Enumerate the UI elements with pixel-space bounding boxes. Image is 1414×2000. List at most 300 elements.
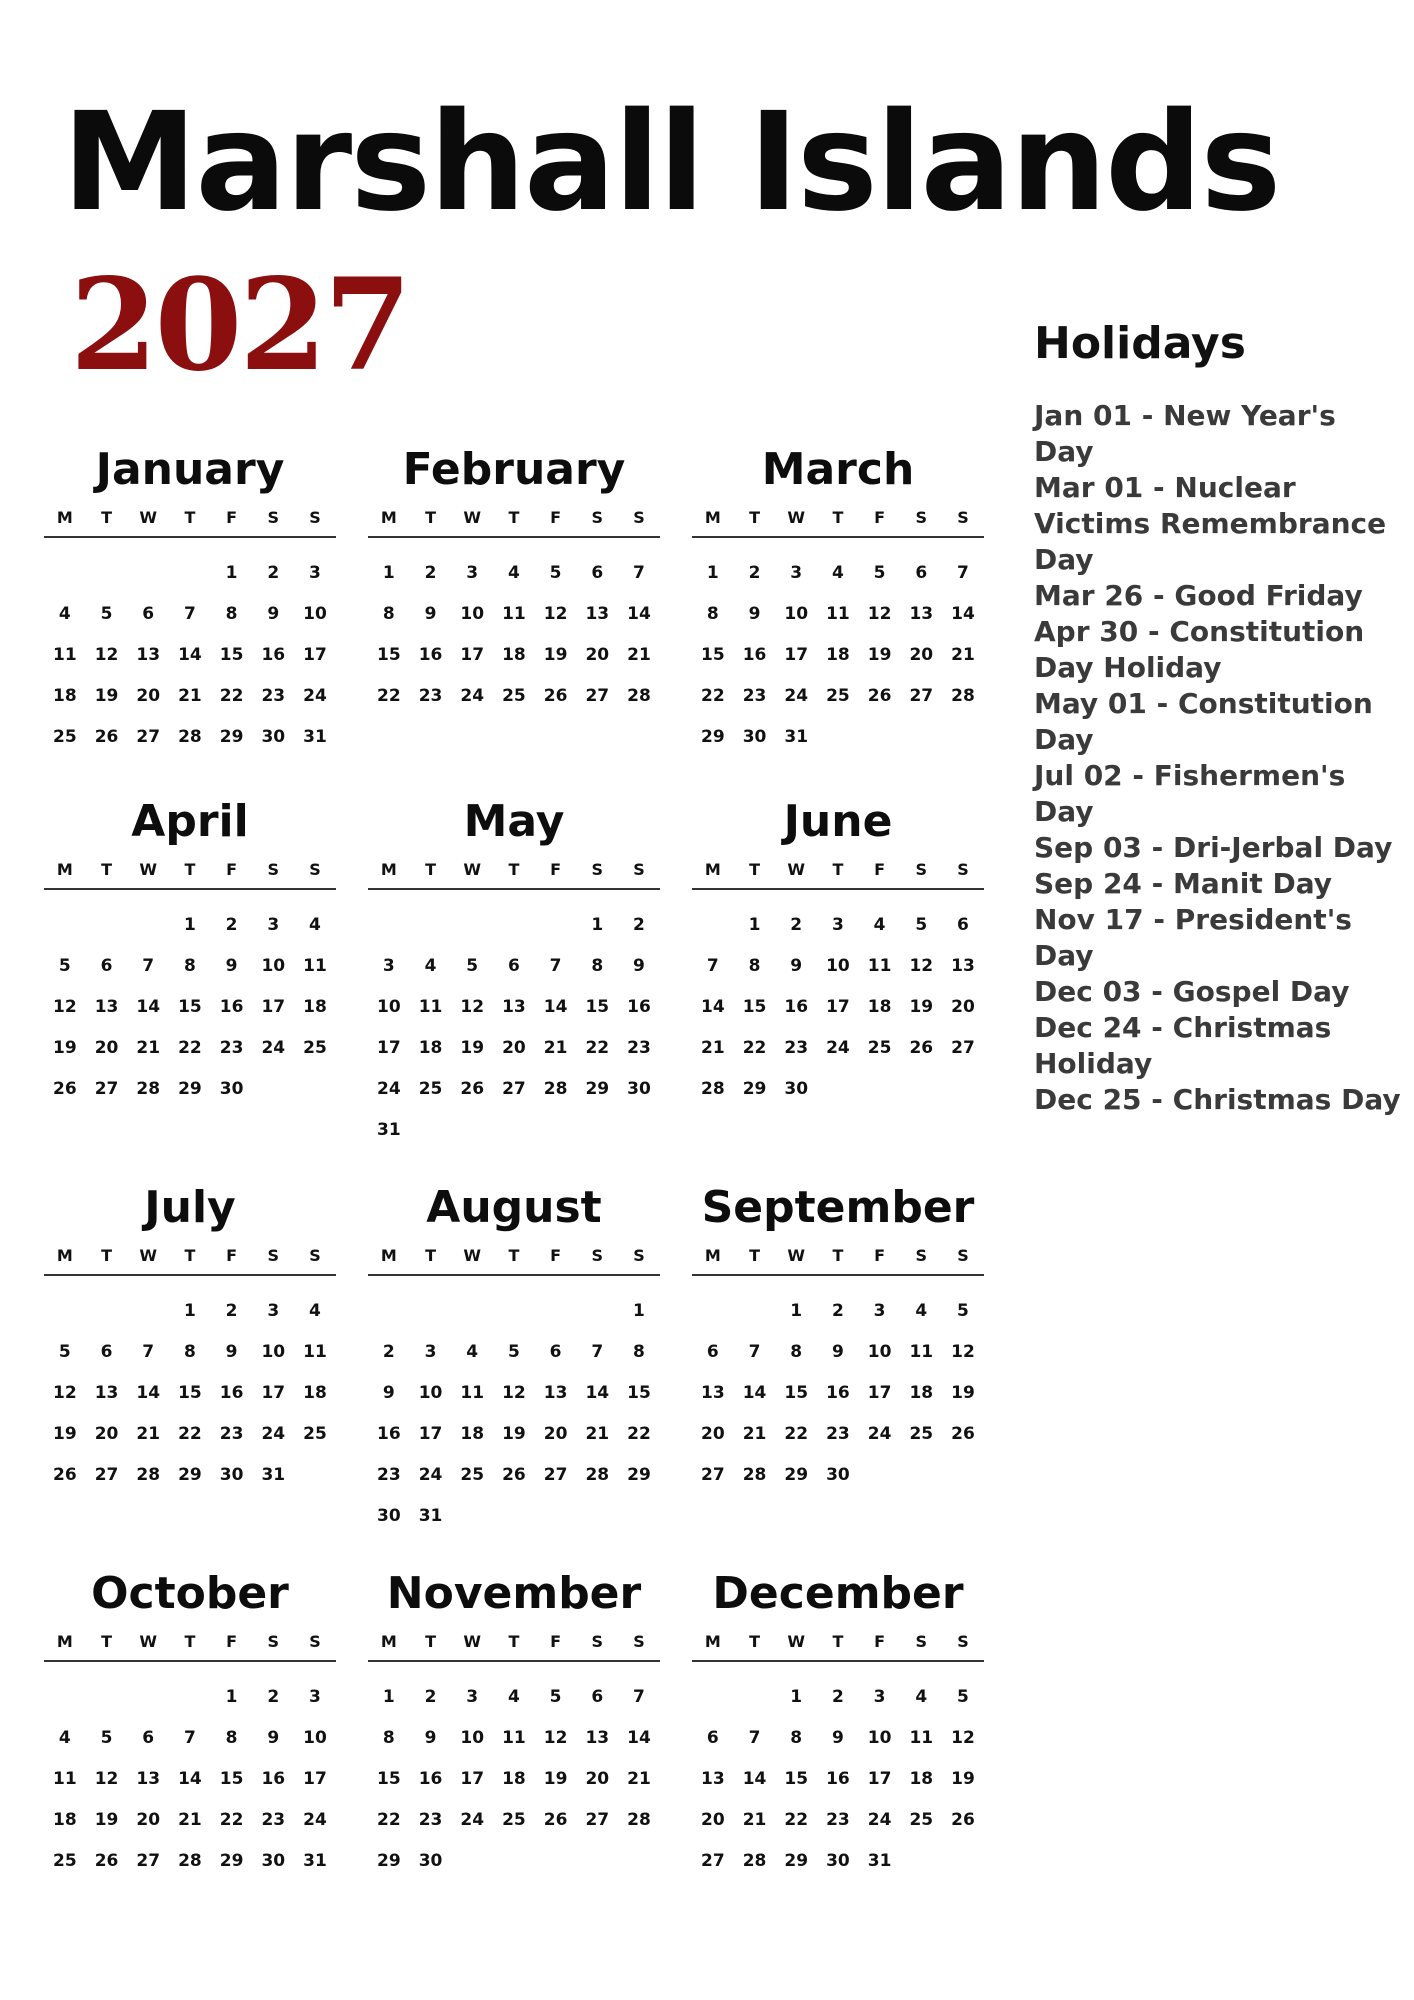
month-name: November xyxy=(386,1568,642,1619)
day-cell: 12 xyxy=(53,1382,77,1403)
weekday-label: T xyxy=(832,1246,844,1265)
day-cell: 29 xyxy=(784,1850,809,1871)
day-cell: 19 xyxy=(460,1037,485,1058)
weekday-label: W xyxy=(139,508,158,527)
day-cell: 5 xyxy=(100,1727,113,1748)
week-row xyxy=(44,1799,336,1840)
day-cell: 26 xyxy=(543,1809,568,1830)
day-cell: 1 xyxy=(790,1300,803,1321)
weekday-label: S xyxy=(633,860,645,879)
day-cell: 1 xyxy=(706,562,719,583)
day-cell: 31 xyxy=(867,1850,892,1871)
day-cell: 28 xyxy=(178,1850,202,1871)
weekday-label: T xyxy=(749,860,760,879)
week-row xyxy=(44,1413,336,1454)
day-cell: 29 xyxy=(784,1464,809,1485)
day-cell: 29 xyxy=(178,1464,202,1485)
day-cell: 20 xyxy=(94,1037,119,1058)
week-row xyxy=(692,1717,984,1758)
day-cell: 28 xyxy=(742,1850,767,1871)
weekday-label: T xyxy=(101,508,112,527)
day-cell: 13 xyxy=(94,996,119,1017)
day-cell: 10 xyxy=(261,955,286,976)
day-cell: 20 xyxy=(585,1768,610,1789)
day-cell: 29 xyxy=(219,1850,244,1871)
day-cell: 5 xyxy=(58,955,71,976)
day-cell: 9 xyxy=(225,1341,238,1362)
day-cell: 24 xyxy=(460,1809,485,1830)
day-cell: 6 xyxy=(100,1341,113,1362)
day-cell: 5 xyxy=(507,1341,520,1362)
day-cell: 3 xyxy=(309,562,321,583)
day-cell: 16 xyxy=(418,644,443,665)
day-cell: 6 xyxy=(507,955,520,976)
week-row xyxy=(368,1758,660,1799)
month-february xyxy=(368,444,660,716)
day-cell: 27 xyxy=(94,1078,119,1099)
day-cell: 20 xyxy=(951,996,975,1017)
day-cell: 12 xyxy=(909,955,934,976)
weekday-label: S xyxy=(267,508,280,527)
day-cell: 27 xyxy=(951,1037,975,1058)
weekday-label: F xyxy=(550,508,562,527)
month-name: October xyxy=(91,1568,289,1619)
day-cell: 20 xyxy=(94,1423,119,1444)
week-row xyxy=(692,1413,984,1454)
weekday-label: F xyxy=(550,860,562,879)
weekday-label: S xyxy=(309,860,321,879)
week-row xyxy=(44,1840,336,1881)
day-cell: 15 xyxy=(219,1768,244,1789)
day-cell: 25 xyxy=(909,1809,934,1830)
day-cell: 14 xyxy=(136,1382,161,1403)
day-cell: 21 xyxy=(136,1423,161,1444)
day-cell: 29 xyxy=(178,1078,202,1099)
day-cell: 25 xyxy=(53,1850,77,1871)
day-cell: 5 xyxy=(549,562,562,583)
day-cell: 15 xyxy=(784,1768,809,1789)
day-cell: 30 xyxy=(627,1078,651,1099)
day-cell: 1 xyxy=(382,562,395,583)
day-cell: 8 xyxy=(183,1341,196,1362)
day-cell: 3 xyxy=(790,562,803,583)
day-cell: 21 xyxy=(701,1037,725,1058)
day-cell: 4 xyxy=(507,1686,520,1707)
day-cell: 19 xyxy=(951,1768,975,1789)
day-cell: 7 xyxy=(183,603,196,624)
week-row xyxy=(368,986,660,1027)
day-cell: 20 xyxy=(136,685,161,706)
day-cell: 1 xyxy=(183,1300,196,1321)
weekday-label: M xyxy=(56,1632,73,1651)
day-cell: 24 xyxy=(867,1423,892,1444)
weekday-label: T xyxy=(508,1632,520,1651)
day-cell: 15 xyxy=(742,996,767,1017)
day-cell: 18 xyxy=(502,1768,526,1789)
weekday-label: M xyxy=(380,1632,397,1651)
weekday-label: M xyxy=(704,508,721,527)
day-cell: 25 xyxy=(502,1809,526,1830)
day-cell: 15 xyxy=(219,644,244,665)
day-cell: 21 xyxy=(178,685,202,706)
page-title: Marshall Islands xyxy=(62,84,1280,242)
week-row xyxy=(44,904,336,945)
day-cell: 10 xyxy=(460,1727,485,1748)
day-cell: 30 xyxy=(784,1078,809,1099)
day-cell: 6 xyxy=(549,1341,562,1362)
weekday-label: M xyxy=(56,860,73,879)
week-row xyxy=(368,1676,660,1717)
day-cell: 26 xyxy=(460,1078,485,1099)
day-cell: 3 xyxy=(873,1686,886,1707)
day-cell: 30 xyxy=(377,1505,401,1526)
week-row xyxy=(368,675,660,716)
weekday-label: S xyxy=(633,508,645,527)
day-cell: 11 xyxy=(909,1341,934,1362)
day-cell: 4 xyxy=(873,914,886,935)
day-cell: 28 xyxy=(543,1078,568,1099)
month-november xyxy=(368,1568,660,1881)
day-cell: 23 xyxy=(418,1809,443,1830)
day-cell: 26 xyxy=(951,1809,975,1830)
day-cell: 9 xyxy=(424,1727,437,1748)
day-cell: 21 xyxy=(742,1423,767,1444)
day-cell: 17 xyxy=(826,996,850,1017)
day-cell: 30 xyxy=(261,1850,286,1871)
day-cell: 15 xyxy=(701,644,725,665)
day-cell: 4 xyxy=(915,1300,928,1321)
day-cell: 1 xyxy=(748,914,761,935)
holidays-title: Holidays xyxy=(1034,318,1246,369)
weekday-label: T xyxy=(184,1246,196,1265)
day-cell: 7 xyxy=(957,562,969,583)
day-cell: 4 xyxy=(309,1300,321,1321)
weekday-label: W xyxy=(787,1246,806,1265)
day-cell: 3 xyxy=(873,1300,886,1321)
weekday-header xyxy=(44,1246,336,1276)
day-cell: 23 xyxy=(261,1809,286,1830)
month-name: December xyxy=(712,1568,964,1619)
weekday-label: F xyxy=(874,508,886,527)
day-cell: 8 xyxy=(790,1341,803,1362)
day-cell: 15 xyxy=(377,1768,401,1789)
weekday-label: W xyxy=(463,508,482,527)
day-cell: 21 xyxy=(543,1037,568,1058)
week-row xyxy=(44,716,336,757)
day-cell: 13 xyxy=(502,996,526,1017)
day-cell: 17 xyxy=(418,1423,443,1444)
weekday-label: W xyxy=(463,1632,482,1651)
week-row xyxy=(692,1068,984,1109)
day-cell: 5 xyxy=(957,1300,969,1321)
week-row xyxy=(368,552,660,593)
day-cell: 3 xyxy=(831,914,844,935)
month-may xyxy=(368,796,660,1150)
day-cell: 16 xyxy=(826,1382,850,1403)
week-row xyxy=(44,1290,336,1331)
day-cell: 20 xyxy=(701,1423,725,1444)
day-cell: 25 xyxy=(460,1464,485,1485)
day-cell: 6 xyxy=(957,914,969,935)
day-cell: 28 xyxy=(178,726,202,747)
day-cell: 27 xyxy=(543,1464,568,1485)
weekday-label: S xyxy=(957,860,969,879)
day-cell: 7 xyxy=(142,1341,155,1362)
day-cell: 11 xyxy=(460,1382,485,1403)
holiday-item: Mar 26 - Good Friday xyxy=(1034,579,1363,612)
day-cell: 16 xyxy=(219,1382,244,1403)
day-cell: 20 xyxy=(543,1423,568,1444)
week-row xyxy=(368,1413,660,1454)
day-cell: 28 xyxy=(136,1078,161,1099)
weekday-label: F xyxy=(226,508,238,527)
holiday-item: Mar 01 - Nuclear Victims Remembrance Day xyxy=(1034,471,1387,576)
day-cell: 1 xyxy=(790,1686,803,1707)
day-cell: 30 xyxy=(261,726,286,747)
day-cell: 9 xyxy=(633,955,645,976)
month-october xyxy=(44,1568,336,1881)
day-cell: 8 xyxy=(225,1727,238,1748)
day-cell: 26 xyxy=(867,685,892,706)
day-cell: 7 xyxy=(549,955,562,976)
month-name: June xyxy=(783,796,893,847)
day-cell: 26 xyxy=(53,1464,77,1485)
day-cell: 10 xyxy=(826,955,850,976)
day-cell: 15 xyxy=(178,1382,202,1403)
weekday-label: M xyxy=(704,860,721,879)
day-cell: 22 xyxy=(701,685,725,706)
day-cell: 21 xyxy=(627,644,651,665)
day-cell: 5 xyxy=(549,1686,562,1707)
day-cell: 9 xyxy=(790,955,803,976)
day-cell: 10 xyxy=(867,1341,892,1362)
day-cell: 25 xyxy=(826,685,850,706)
day-cell: 29 xyxy=(742,1078,767,1099)
day-cell: 22 xyxy=(219,1809,244,1830)
day-cell: 24 xyxy=(377,1078,401,1099)
day-cell: 24 xyxy=(261,1423,286,1444)
weekday-label: S xyxy=(267,1246,280,1265)
day-cell: 18 xyxy=(53,685,77,706)
day-cell: 20 xyxy=(909,644,934,665)
day-cell: 24 xyxy=(418,1464,443,1485)
weekday-label: S xyxy=(957,1632,969,1651)
week-row xyxy=(368,634,660,675)
day-cell: 9 xyxy=(748,603,761,624)
day-cell: 7 xyxy=(633,1686,645,1707)
week-row xyxy=(368,945,660,986)
weekday-label: T xyxy=(749,1246,760,1265)
day-cell: 16 xyxy=(784,996,809,1017)
weekday-label: T xyxy=(425,860,436,879)
day-cell: 11 xyxy=(502,603,526,624)
week-row xyxy=(692,675,984,716)
weekday-label: S xyxy=(633,1246,645,1265)
week-row xyxy=(692,1758,984,1799)
day-cell: 28 xyxy=(627,1809,651,1830)
weekday-label: T xyxy=(425,1632,436,1651)
day-cell: 16 xyxy=(418,1768,443,1789)
day-cell: 14 xyxy=(742,1768,767,1789)
day-cell: 6 xyxy=(142,1727,155,1748)
day-cell: 3 xyxy=(382,955,395,976)
weekday-label: S xyxy=(591,1246,604,1265)
day-cell: 7 xyxy=(748,1341,761,1362)
holiday-item: Dec 03 - Gospel Day xyxy=(1034,975,1350,1008)
day-cell: 21 xyxy=(951,644,975,665)
weekday-label: T xyxy=(508,860,520,879)
weekday-label: W xyxy=(787,508,806,527)
day-cell: 31 xyxy=(261,1464,286,1485)
day-cell: 9 xyxy=(831,1727,844,1748)
day-cell: 13 xyxy=(951,955,975,976)
weekday-label: T xyxy=(508,1246,520,1265)
day-cell: 16 xyxy=(377,1423,401,1444)
weekday-label: T xyxy=(184,860,196,879)
day-cell: 14 xyxy=(701,996,725,1017)
holiday-item: Dec 25 - Christmas Day xyxy=(1034,1083,1401,1116)
day-cell: 13 xyxy=(136,1768,161,1789)
day-cell: 7 xyxy=(633,562,645,583)
holiday-item: Sep 24 - Manit Day xyxy=(1034,867,1332,900)
day-cell: 8 xyxy=(183,955,196,976)
day-cell: 29 xyxy=(585,1078,610,1099)
day-cell: 19 xyxy=(94,685,119,706)
day-cell: 5 xyxy=(873,562,886,583)
weekday-label: T xyxy=(101,1632,112,1651)
day-cell: 14 xyxy=(178,644,202,665)
day-cell: 9 xyxy=(225,955,238,976)
day-cell: 22 xyxy=(784,1423,809,1444)
day-cell: 26 xyxy=(502,1464,526,1485)
week-row xyxy=(692,986,984,1027)
day-cell: 12 xyxy=(94,1768,119,1789)
week-row xyxy=(44,986,336,1027)
month-august xyxy=(368,1182,660,1536)
day-cell: 19 xyxy=(502,1423,526,1444)
day-cell: 2 xyxy=(748,562,761,583)
day-cell: 25 xyxy=(418,1078,443,1099)
day-cell: 25 xyxy=(502,685,526,706)
day-cell: 1 xyxy=(382,1686,395,1707)
day-cell: 22 xyxy=(742,1037,767,1058)
day-cell: 10 xyxy=(867,1727,892,1748)
day-cell: 2 xyxy=(225,914,238,935)
day-cell: 16 xyxy=(261,644,286,665)
weekday-label: W xyxy=(787,1632,806,1651)
day-cell: 19 xyxy=(867,644,892,665)
day-cell: 6 xyxy=(915,562,928,583)
weekday-label: M xyxy=(380,860,397,879)
weekday-label: S xyxy=(591,508,604,527)
weekday-header xyxy=(692,860,984,890)
day-cell: 21 xyxy=(585,1423,610,1444)
day-cell: 13 xyxy=(909,603,934,624)
day-cell: 4 xyxy=(424,955,437,976)
week-row xyxy=(368,1331,660,1372)
day-cell: 25 xyxy=(303,1037,327,1058)
day-cell: 5 xyxy=(58,1341,71,1362)
weekday-label: S xyxy=(915,1246,928,1265)
day-cell: 26 xyxy=(53,1078,77,1099)
month-june xyxy=(692,796,984,1109)
day-cell: 15 xyxy=(784,1382,809,1403)
day-cell: 31 xyxy=(377,1119,401,1140)
day-cell: 5 xyxy=(957,1686,969,1707)
weekday-header xyxy=(368,1632,660,1662)
weekday-label: F xyxy=(550,1632,562,1651)
day-cell: 21 xyxy=(136,1037,161,1058)
day-cell: 22 xyxy=(377,1809,401,1830)
day-cell: 22 xyxy=(627,1423,651,1444)
day-cell: 8 xyxy=(633,1341,645,1362)
weekday-label: W xyxy=(787,860,806,879)
day-cell: 25 xyxy=(867,1037,892,1058)
day-cell: 27 xyxy=(701,1464,725,1485)
day-cell: 14 xyxy=(543,996,568,1017)
day-cell: 3 xyxy=(424,1341,437,1362)
day-cell: 23 xyxy=(784,1037,809,1058)
week-row xyxy=(692,945,984,986)
day-cell: 4 xyxy=(58,1727,71,1748)
day-cell: 18 xyxy=(303,996,327,1017)
holidays-panel xyxy=(1034,318,1404,1118)
day-cell: 13 xyxy=(543,1382,568,1403)
day-cell: 16 xyxy=(261,1768,286,1789)
day-cell: 18 xyxy=(460,1423,485,1444)
day-cell: 14 xyxy=(178,1768,202,1789)
week-row xyxy=(368,1495,660,1536)
day-cell: 15 xyxy=(178,996,202,1017)
weekday-header xyxy=(44,860,336,890)
weekday-label: F xyxy=(874,1246,886,1265)
day-cell: 22 xyxy=(784,1809,809,1830)
week-row xyxy=(44,593,336,634)
day-cell: 12 xyxy=(543,603,568,624)
day-cell: 13 xyxy=(701,1768,725,1789)
day-cell: 8 xyxy=(790,1727,803,1748)
day-cell: 12 xyxy=(460,996,485,1017)
weekday-header xyxy=(44,508,336,538)
day-cell: 29 xyxy=(219,726,244,747)
day-cell: 18 xyxy=(867,996,892,1017)
day-cell: 16 xyxy=(742,644,767,665)
day-cell: 27 xyxy=(585,1809,610,1830)
day-cell: 11 xyxy=(826,603,850,624)
day-cell: 17 xyxy=(303,1768,327,1789)
day-cell: 11 xyxy=(303,1341,327,1362)
weekday-label: T xyxy=(832,1632,844,1651)
week-row xyxy=(368,1840,660,1881)
weekday-label: T xyxy=(508,508,520,527)
day-cell: 6 xyxy=(706,1341,719,1362)
weekday-label: T xyxy=(101,860,112,879)
day-cell: 13 xyxy=(585,603,610,624)
weekday-label: S xyxy=(309,508,321,527)
day-cell: 18 xyxy=(303,1382,327,1403)
day-cell: 3 xyxy=(267,914,280,935)
day-cell: 27 xyxy=(136,1850,161,1871)
day-cell: 23 xyxy=(377,1464,401,1485)
day-cell: 27 xyxy=(136,726,161,747)
day-cell: 7 xyxy=(591,1341,604,1362)
day-cell: 8 xyxy=(591,955,604,976)
day-cell: 6 xyxy=(100,955,113,976)
week-row xyxy=(368,1027,660,1068)
day-cell: 7 xyxy=(748,1727,761,1748)
day-cell: 28 xyxy=(701,1078,725,1099)
day-cell: 26 xyxy=(543,685,568,706)
